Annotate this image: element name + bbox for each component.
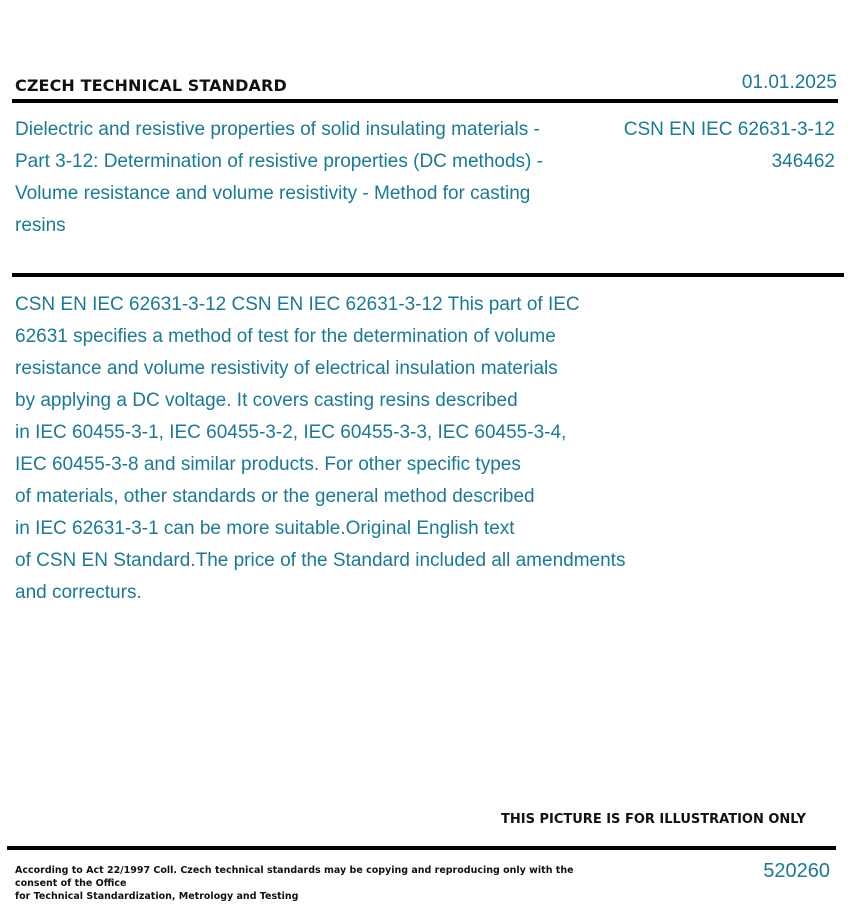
- illustration-note: THIS PICTURE IS FOR ILLUSTRATION ONLY: [501, 812, 806, 827]
- standard-title: Dielectric and resistive properties of solid insulating materials - Part 3-12: Determination of resistive properties (DC methods) - Volume resistance and volume resistivity - Method for casting resins: [15, 119, 543, 236]
- footer-rule: [7, 846, 836, 850]
- standard-code-block: [624, 114, 835, 178]
- legal-notice: According to Act 22/1997 Coll. Czech technical standards may be copying and reproducing only with the consent of the Office for Technical Standardization, Metrology and Testing: [15, 865, 574, 902]
- standard-description: CSN EN IEC 62631-3-12 CSN EN IEC 62631-3-12 This part of IEC 62631 specifies a method of test for the determination of volume resistance and volume resistivity of electrical insulation materials by applying a DC voltage. It covers casting resins described in IEC 60455-3-1, IEC 60455-3-2, IEC 60455-3-3, IEC 60455-3-4, IEC 60455-3-8 and similar products. For other specific types of materials, other standards or the general method described in IEC 62631-3-1 can be more suitable.Original English text of CSN EN Standard.The price of the Standard included all amendments and correcturs.: [15, 294, 626, 603]
- header-rule: [12, 99, 838, 103]
- standard-code: CSN EN IEC 62631-3-12: [623, 119, 835, 140]
- document-number: 520260: [763, 860, 830, 882]
- title-rule: [12, 273, 844, 277]
- catalog-number: 346462: [771, 151, 835, 172]
- document-type-label: CZECH TECHNICAL STANDARD: [15, 76, 287, 95]
- publication-date: 01.01.2025: [741, 72, 837, 93]
